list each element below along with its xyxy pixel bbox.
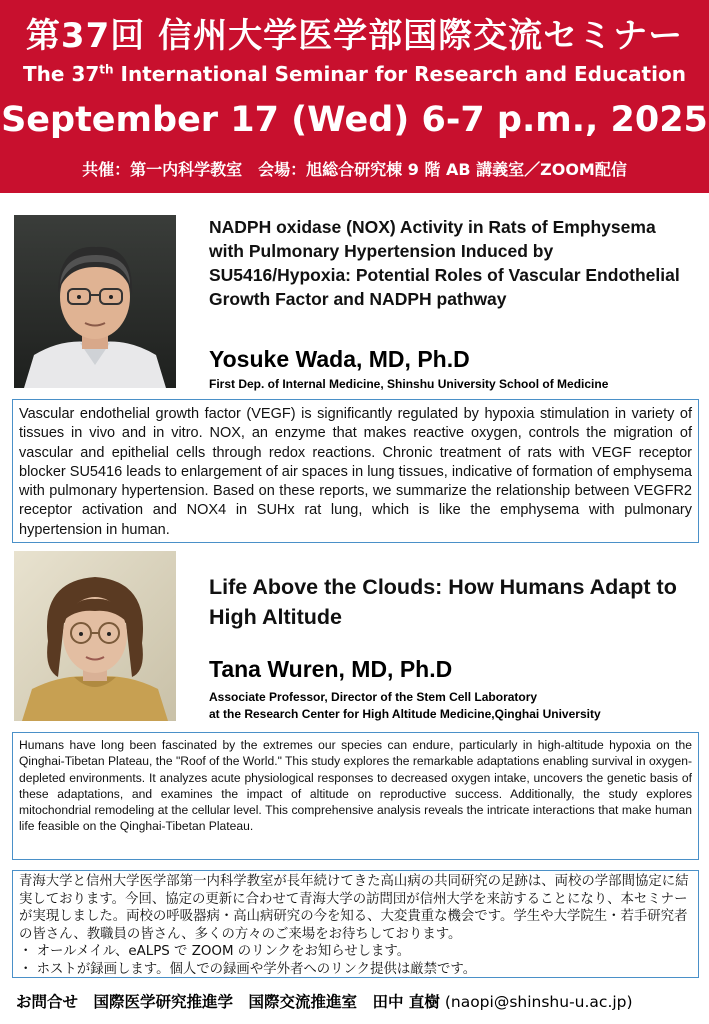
talk2-speaker-name: Tana Wuren, MD, Ph.D	[209, 656, 453, 682]
speaker-portrait-image	[14, 215, 176, 388]
seminar-venue: 共催：第一内科学教室 会場：旭総合研究棟 9 階 AB 講義室／ZOOM配信	[82, 160, 627, 179]
talk2-abstract-text: Humans have long been fascinated by the extremes our species can endure, particularly in high-altitude hypoxia on the Qinghai-Tibetan Plateau, the "Roof of the World." This study explores the remarkable adaptations enabling survival in oxygen-depleted environments. It analyzes acute physiological responses to decreased oxygen intake, uncovers the genetic basis of these adaptations, and examines the impact of altitude on reproductive success. Additionally, the study explores mitochondrial remodeling at the cellular level. This comprehensive analysis reveals the intricate interactions that make human life feasible on the Qinghai-Tibetan Plateau.	[19, 738, 692, 834]
contact-label: お問合せ 国際医学研究推進学 国際交流推進室 田中 直樹	[16, 993, 440, 1011]
info-bullet-zoom: ・ オールメイル、eALPS で ZOOM のリンクをお知らせします。	[19, 944, 411, 960]
header-banner	[0, 0, 709, 193]
info-paragraph: 青海大学と信州大学医学部第一内科学教室が長年続けてきた高山病の共同研究の足跡は、両校の学部間協定に結実しております。今回、協定の更新に合わせて青海大学の訪問団が信州大学を来訪することになり、本セミナーが実現しました。両校の呼吸器病・高山病研究の今を知る、大変貴重な機会です。学生や大学院生・若手研究者の皆さん、教職員の皆さん、多くの方々のご来場をお待ちしております。	[19, 874, 689, 942]
talk1-title: NADPH oxidase (NOX) Activity in Rats of Emphysema with Pulmonary Hypertension Induced by SU5416/Hypoxia: Potential Roles of Vascular Endothelial Growth Factor and NADPH pathway	[209, 217, 680, 309]
talk2-affiliation-line2: at the Research Center for High Altitude Medicine,Qinghai University	[209, 707, 601, 721]
contact-email[interactable]: (naopi@shinshu-u.ac.jp)	[439, 993, 633, 1011]
speaker-photo-wada	[14, 215, 176, 388]
seminar-title-en-prefix: The 37	[23, 62, 100, 86]
talk1-affiliation: First Dep. of Internal Medicine, Shinshu University School of Medicine	[209, 377, 609, 391]
seminar-title-en	[0, 62, 709, 86]
seminar-date: September 17 (Wed) 6-7 p.m., 2025	[1, 100, 708, 140]
talk2-title: Life Above the Clouds: How Humans Adapt to High Altitude	[209, 575, 677, 629]
seminar-title-en-sup: th	[99, 62, 114, 77]
talk2-affiliation-line1: Associate Professor, Director of the Stem Cell Laboratory	[209, 690, 538, 704]
contact-line	[16, 990, 706, 1012]
seminar-title-jp: 第37回 信州大学医学部国際交流セミナー	[25, 16, 684, 56]
info-bullet-recording: ・ ホストが録画します。個人での録画や学外者へのリンク提供は厳禁です。	[19, 961, 477, 977]
talk1-abstract-text: Vascular endothelial growth factor (VEGF) is significantly regulated by hypoxia stimulation in variety of tissues in vivo and in vitro. NOX, an enzyme that makes reactive oxygen, controls the migration of vascular and epithelial cells through redox reactions. Chronic treatment of rats with VEGF receptor blocker SU5416 leads to enlargement of air spaces in lung tissues, indicative of formation of emphysema with pulmonary hypertension. Based on these reports, we summarize the relationship between VEGFR2 receptor activation and NOX4 in SUHx rat lung, which is like the emphysema with pulmonary hypertension in human.	[19, 406, 692, 538]
talk2-abstract	[12, 732, 699, 860]
seminar-info-box	[12, 870, 699, 978]
speaker-photo-wuren	[14, 551, 176, 721]
talk1-speaker-name: Yosuke Wada, MD, Ph.D	[209, 346, 470, 372]
talk1-abstract	[12, 399, 699, 543]
speaker-portrait-image	[14, 551, 176, 721]
seminar-title-en-suffix: International Seminar for Research and Education	[113, 62, 686, 86]
